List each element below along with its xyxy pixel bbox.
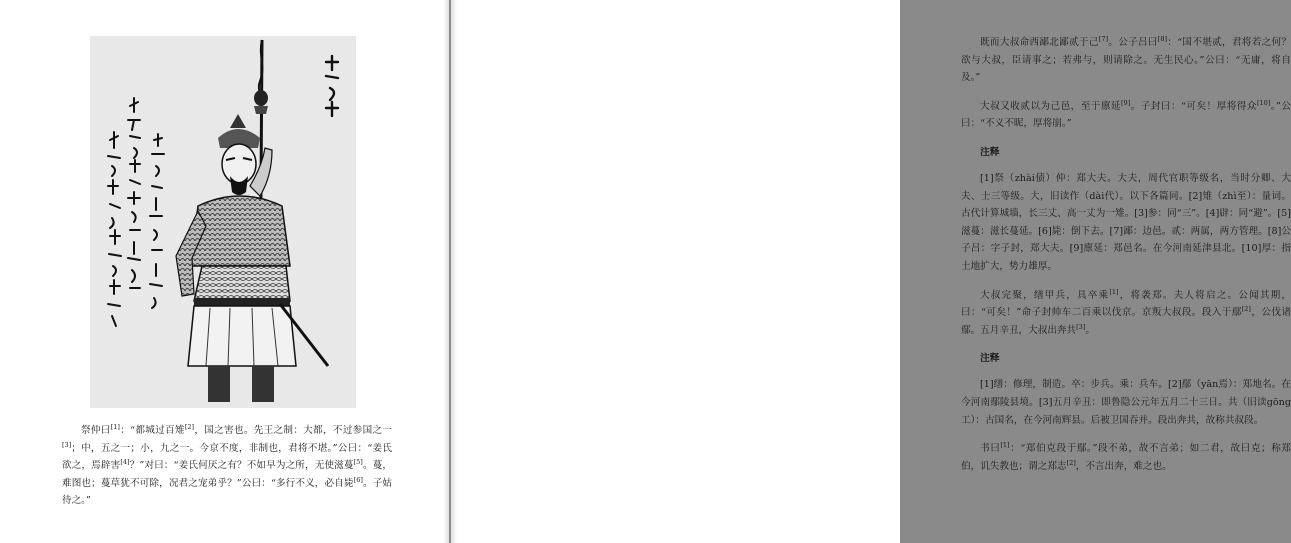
footnote-marker: [1] [1109, 287, 1119, 296]
footnote-marker: [5] [353, 458, 363, 467]
footnote-marker: [9] [1121, 98, 1131, 107]
left-body-text [62, 422, 392, 510]
left-page [0, 0, 449, 543]
paragraph-linyan [961, 98, 1291, 133]
paragraph-zhaizhong [62, 422, 392, 510]
footnote-marker: [3] [62, 440, 72, 449]
woodcut-illustration [90, 36, 356, 408]
text-run: 。公子吕曰 [1108, 37, 1158, 48]
footnote-marker: [6] [353, 475, 363, 484]
notes-heading: 注释 [980, 146, 1000, 158]
text-run: ？”对曰：“姜氏何厌之有？不如早为之所，无使滋蔓 [129, 460, 354, 472]
text-run: ；中，五之一；小，九之一。今京不度，非制也，君将不堪。”公曰：“姜氏欲之，焉辟害 [62, 442, 392, 472]
paragraph-attack [961, 287, 1291, 340]
text-run: ，将袭郑。夫人将启之。公闻其期，曰：“可矣！”命子封帅车二百乘以伐京。京叛大叔段。段入于鄢 [961, 289, 1291, 319]
footnote-marker: [1] [1000, 441, 1010, 450]
warrior-portrait-image [90, 36, 356, 408]
footnote-marker: [10] [1256, 98, 1271, 107]
text-run: ：“国不堪贰，君将若之何？欲与大叔，臣请事之；若弗与，则请除之。无生民心。”公曰：“无庸，将自及。” [961, 37, 1291, 84]
paragraph-west-border [961, 34, 1291, 87]
footnote-marker: [8] [1157, 35, 1168, 43]
text-run: 大叔又收贰以为己邑，至于廪延 [980, 100, 1121, 112]
footnote-marker: [2] [184, 423, 195, 431]
text-run: 书曰 [980, 443, 1001, 455]
text-run: 。蔓，难图也；蔓草犹不可除，况君之宠弟乎？”公曰：“多行不义，必自毙 [62, 460, 393, 489]
text-run: ，国之害也。先王之制：大都，不过参国之一 [194, 425, 393, 436]
text-run: 。”公曰：“不义不昵，厚将崩。” [961, 100, 1291, 130]
right-body-text [961, 34, 1291, 486]
text-run: 祭仲曰 [81, 425, 111, 436]
footnote-marker: [7] [1098, 35, 1108, 43]
paragraph-shu-yue [961, 440, 1291, 475]
text-run: ：“郑伯克段于鄢。”段不弟，故不言弟；如二君，故曰克；称郑伯，讥失教也；谓之郑志 [961, 443, 1291, 472]
text-run: ，不言出奔，难之也。 [1075, 460, 1172, 472]
footnote-marker: [1] [110, 423, 120, 431]
footnote-marker: [2] [1241, 305, 1251, 314]
footnote-marker: [2] [1066, 458, 1076, 467]
notes-heading: 注释 [980, 353, 1000, 365]
text-run: 。 [1085, 324, 1095, 336]
text-run: ：“都城过百雉 [119, 425, 185, 436]
text-run: 。子姑待之。” [62, 477, 393, 507]
text-run: 大叔完聚，缮甲兵，具卒乘 [980, 289, 1110, 301]
gutter-shadow-right [451, 0, 457, 543]
text-run: 既而大叔命西鄙北鄙贰于己 [980, 37, 1099, 48]
text-run: 。子封曰：“可矣！厚将得众 [1130, 100, 1257, 112]
notes-block: [1]缮：修理，制造。卒：步兵。乘：兵车。[2]鄢（yān焉）：郑地名。在今河南鄢陵县境。[3]五月辛丑：即鲁隐公元年五月二十三日。共（旧读gōng工）：古国名，在今河南辉县。后被卫国吞并。段出奔共，故称共叔段。 [961, 379, 1291, 426]
gutter-shadow-left [443, 0, 449, 543]
right-page [451, 0, 1291, 543]
footnote-marker: [4] [120, 458, 130, 467]
footnote-marker: [3] [1076, 322, 1086, 331]
text-run: ，公伐诸鄢。五月辛丑，大叔出奔共 [961, 307, 1291, 336]
notes-block: [1]祭（zhài债）仲：郑大夫。大夫，周代官职等级名，当时分卿、大夫、士三等级。大，旧读作（dài代）。以下各篇同。[2]雉（zhì至）：量词。古代计算城墙，长三丈、高一丈为一雉。[3]参：同“三”。[4]辟：同“避”。[5]滋蔓：滋长蔓延。[6]毙：倒下去。[7]鄙：边邑。贰：两属，两方管理。[8]公子吕：字子封，郑大夫。[9]廪延：郑邑名。在今河南延津县北。[10]厚：指土地扩大，势力雄厚。 [961, 172, 1291, 272]
